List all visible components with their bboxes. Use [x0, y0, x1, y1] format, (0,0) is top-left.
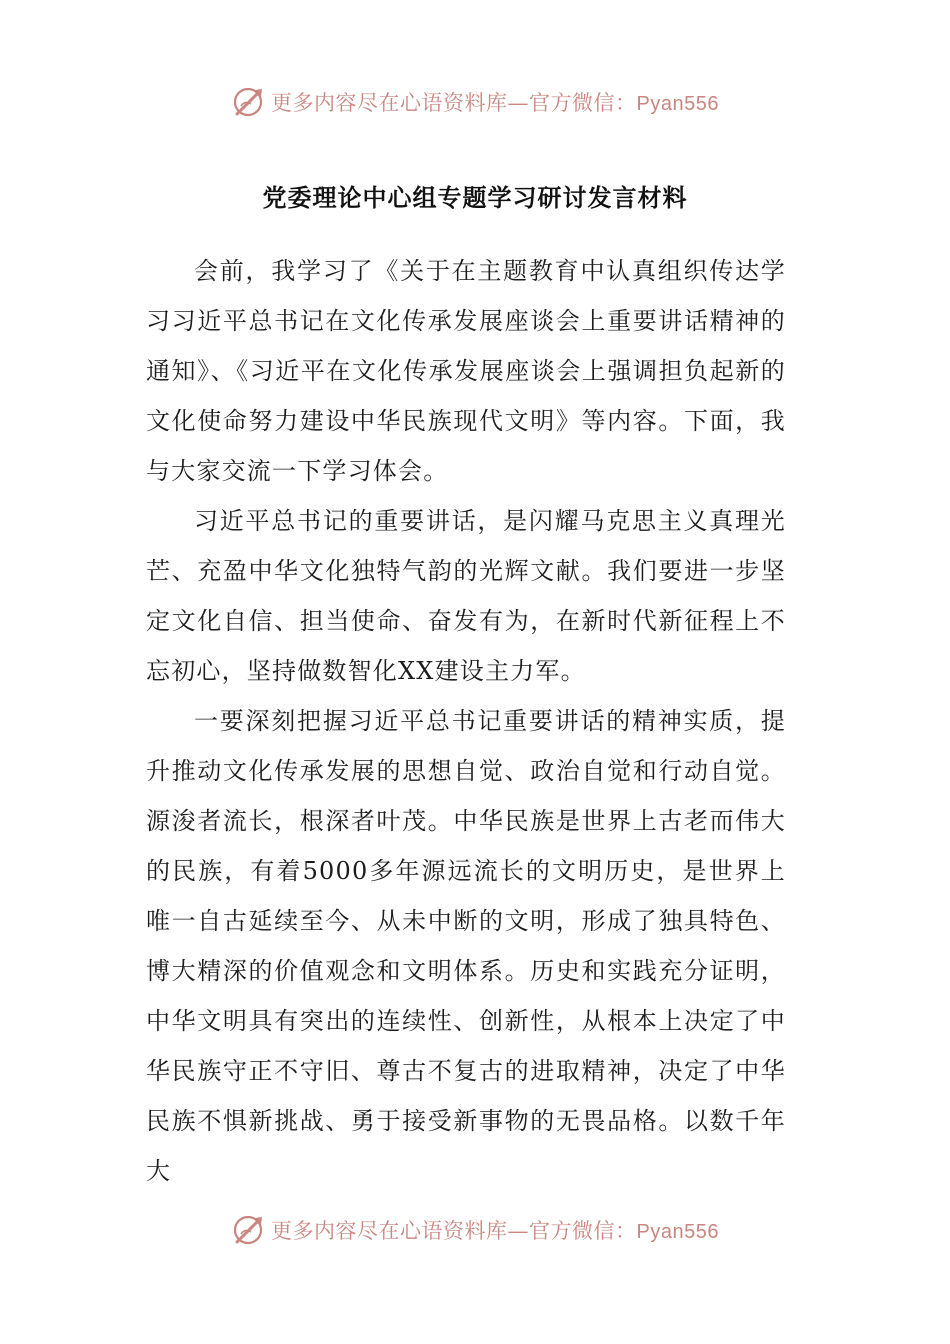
document-body — [146, 246, 786, 1196]
paragraph-speech: 习近平总书记的重要讲话，是闪耀马克思主义真理光芒、充盈中华文化独特气韵的光辉文献。我们要进一步坚定文化自信、担当使命、奋发有为，在新时代新征程上不忘初心，坚持做数智化XX建设主力军。 — [146, 507, 786, 685]
watermark-footer — [0, 1208, 950, 1252]
document-title: 党委理论中心组专题学习研讨发言材料 — [262, 184, 688, 212]
pen-logo-icon — [231, 1212, 267, 1248]
paragraph-point-one: 一要深刻把握习近平总书记重要讲话的精神实质，提升推动文化传承发展的思想自觉、政治自觉和行动自觉。源浚者流长，根深者叶茂。中华民族是世界上古老而伟大的民族，有着5000多年源远流长的文明历史，是世界上唯一自古延续至今、从未中断的文明，形成了独具特色、博大精深的价值观念和文明体系。历史和实践充分证明，中华文明具有突出的连续性、创新性，从根本上决定了中华民族守正不守旧、尊古不复古的进取精神，决定了中华民族不惧新挑战、勇于接受新事物的无畏品格。以数千年大 — [146, 707, 786, 1185]
watermark-text: 更多内容尽在心语资料库—官方微信：Pyan556 — [271, 1219, 719, 1243]
watermark-header — [0, 80, 950, 124]
paragraph-intro: 会前，我学习了《关于在主题教育中认真组织传达学习习近平总书记在文化传承发展座谈会上重要讲话精神的通知》、《习近平在文化传承发展座谈会上强调担负起新的文化使命努力建设中华民族现代文明》等内容。下面，我与大家交流一下学习体会。 — [146, 257, 786, 485]
pen-logo-icon — [231, 84, 267, 120]
watermark-text: 更多内容尽在心语资料库—官方微信：Pyan556 — [271, 91, 719, 115]
